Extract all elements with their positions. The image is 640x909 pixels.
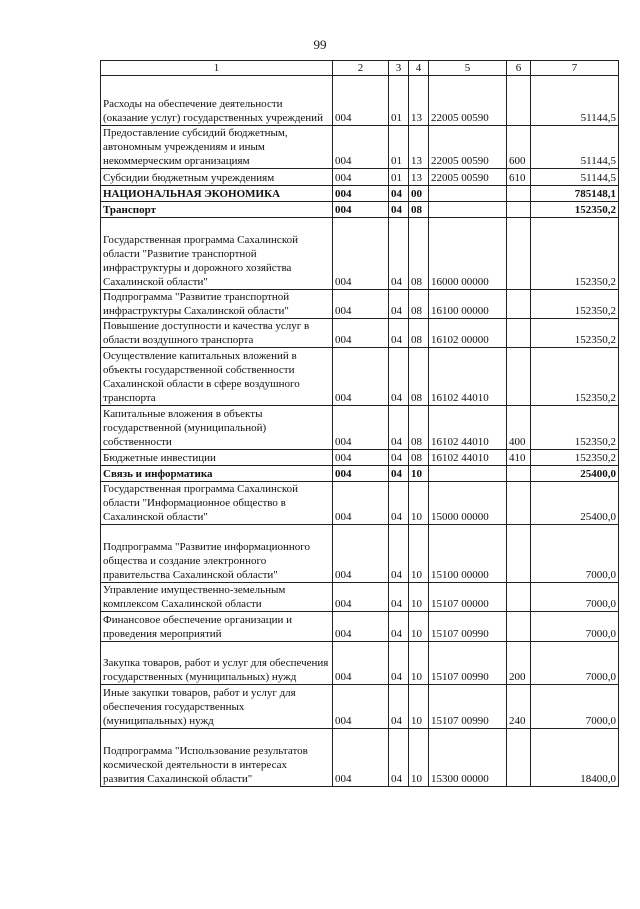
row-target-article: 22005 00590: [429, 169, 507, 186]
row-name: Расходы на обеспечение деятельности (оказание услуг) государственных учреждений: [101, 76, 333, 126]
row-section: 04: [389, 642, 409, 685]
row-section: 04: [389, 218, 409, 290]
row-section: 04: [389, 406, 409, 450]
row-target-article: 15000 00000: [429, 482, 507, 525]
row-target-article: [429, 202, 507, 218]
row-expense-type: 240: [507, 685, 531, 729]
row-expense-type: 200: [507, 642, 531, 685]
row-amount: 152350,2: [531, 290, 619, 319]
row-name: Закупка товаров, работ и услуг для обеспечения государственных (муниципальных) нужд: [101, 642, 333, 685]
row-subsection: 10: [409, 466, 429, 482]
row-section: 04: [389, 319, 409, 348]
row-name: Предоставление субсидий бюджетным, автономным учреждениям и иным некоммерческим организациям: [101, 126, 333, 169]
row-amount: 18400,0: [531, 729, 619, 787]
row-target-article: 15107 00990: [429, 685, 507, 729]
row-amount: 152350,2: [531, 406, 619, 450]
row-name: Капитальные вложения в объекты государственной (муниципальной) собственности: [101, 406, 333, 450]
row-admin-code: 004: [333, 466, 389, 482]
row-amount: 152350,2: [531, 218, 619, 290]
table-row: [101, 202, 619, 218]
row-subsection: 10: [409, 525, 429, 583]
row-subsection: 10: [409, 685, 429, 729]
row-name: Транспорт: [101, 202, 333, 218]
row-name: Осуществление капитальных вложений в объекты государственной собственности Сахалинской области в сфере воздушного транспорта: [101, 348, 333, 406]
row-expense-type: [507, 466, 531, 482]
header-cell: 4: [409, 61, 429, 76]
row-section: 04: [389, 583, 409, 612]
row-admin-code: 004: [333, 450, 389, 466]
row-name: Субсидии бюджетным учреждениям: [101, 169, 333, 186]
row-section: 01: [389, 76, 409, 126]
row-subsection: 13: [409, 169, 429, 186]
row-expense-type: [507, 218, 531, 290]
row-target-article: 15107 00990: [429, 612, 507, 642]
row-admin-code: 004: [333, 169, 389, 186]
row-expense-type: 610: [507, 169, 531, 186]
table-row: [101, 186, 619, 202]
table-row: [101, 685, 619, 729]
row-section: 04: [389, 482, 409, 525]
row-expense-type: [507, 202, 531, 218]
row-subsection: 13: [409, 126, 429, 169]
row-admin-code: 004: [333, 406, 389, 450]
row-section: 04: [389, 685, 409, 729]
header-row: [101, 61, 619, 76]
row-admin-code: 004: [333, 583, 389, 612]
row-expense-type: [507, 319, 531, 348]
table-row: [101, 729, 619, 787]
row-name: Подпрограмма "Развитие транспортной инфраструктуры Сахалинской области": [101, 290, 333, 319]
row-expense-type: 410: [507, 450, 531, 466]
header-cell: 7: [531, 61, 619, 76]
row-expense-type: [507, 186, 531, 202]
row-expense-type: [507, 525, 531, 583]
row-target-article: 15300 00000: [429, 729, 507, 787]
row-subsection: 08: [409, 319, 429, 348]
row-subsection: 00: [409, 186, 429, 202]
table-row: [101, 612, 619, 642]
row-target-article: 15107 00990: [429, 642, 507, 685]
row-amount: 152350,2: [531, 450, 619, 466]
row-amount: 51144,5: [531, 126, 619, 169]
row-amount: 25400,0: [531, 482, 619, 525]
row-subsection: 10: [409, 583, 429, 612]
row-name: Иные закупки товаров, работ и услуг для обеспечения государственных (муниципальных) нужд: [101, 685, 333, 729]
row-admin-code: 004: [333, 482, 389, 525]
row-name: Управление имущественно-земельным комплексом Сахалинской области: [101, 583, 333, 612]
row-subsection: 10: [409, 642, 429, 685]
table-row: [101, 466, 619, 482]
row-admin-code: 004: [333, 290, 389, 319]
row-section: 04: [389, 186, 409, 202]
page-number: 99: [313, 37, 327, 52]
table-row: [101, 76, 619, 126]
row-target-article: 16102 00000: [429, 319, 507, 348]
table-row: [101, 169, 619, 186]
row-section: 01: [389, 126, 409, 169]
row-admin-code: 004: [333, 348, 389, 406]
row-amount: 7000,0: [531, 525, 619, 583]
table-row: [101, 319, 619, 348]
budget-table: [100, 60, 619, 787]
row-target-article: 22005 00590: [429, 76, 507, 126]
row-admin-code: 004: [333, 729, 389, 787]
table-row: [101, 406, 619, 450]
row-amount: 7000,0: [531, 612, 619, 642]
row-subsection: 08: [409, 202, 429, 218]
row-section: 04: [389, 612, 409, 642]
row-name: Государственная программа Сахалинской области "Информационное общество в Сахалинской области": [101, 482, 333, 525]
row-amount: 7000,0: [531, 642, 619, 685]
row-expense-type: [507, 348, 531, 406]
row-target-article: 16102 44010: [429, 348, 507, 406]
row-admin-code: 004: [333, 76, 389, 126]
row-name: Финансовое обеспечение организации и проведения мероприятий: [101, 612, 333, 642]
row-subsection: 08: [409, 406, 429, 450]
row-admin-code: 004: [333, 319, 389, 348]
table-row: [101, 290, 619, 319]
row-target-article: 16000 00000: [429, 218, 507, 290]
row-subsection: 08: [409, 348, 429, 406]
row-amount: 152350,2: [531, 348, 619, 406]
row-expense-type: [507, 612, 531, 642]
row-section: 04: [389, 348, 409, 406]
row-admin-code: 004: [333, 612, 389, 642]
header-cell: 5: [429, 61, 507, 76]
row-amount: 7000,0: [531, 685, 619, 729]
row-amount: 152350,2: [531, 202, 619, 218]
header-cell: 6: [507, 61, 531, 76]
table-row: [101, 348, 619, 406]
row-section: 04: [389, 450, 409, 466]
row-section: 04: [389, 525, 409, 583]
row-admin-code: 004: [333, 642, 389, 685]
row-name: Повышение доступности и качества услуг в области воздушного транспорта: [101, 319, 333, 348]
row-expense-type: [507, 583, 531, 612]
row-subsection: 13: [409, 76, 429, 126]
row-amount: 25400,0: [531, 466, 619, 482]
row-expense-type: 400: [507, 406, 531, 450]
row-admin-code: 004: [333, 186, 389, 202]
row-target-article: 15107 00000: [429, 583, 507, 612]
row-section: 04: [389, 290, 409, 319]
row-amount: 51144,5: [531, 76, 619, 126]
row-admin-code: 004: [333, 202, 389, 218]
row-amount: 785148,1: [531, 186, 619, 202]
row-name: Подпрограмма "Развитие информационного общества и создание электронного правительства Сахалинской области": [101, 525, 333, 583]
row-target-article: [429, 466, 507, 482]
row-amount: 7000,0: [531, 583, 619, 612]
row-name: Связь и информатика: [101, 466, 333, 482]
row-admin-code: 004: [333, 126, 389, 169]
header-cell: 3: [389, 61, 409, 76]
row-target-article: [429, 186, 507, 202]
header-cell: 2: [333, 61, 389, 76]
row-target-article: 16102 44010: [429, 406, 507, 450]
row-expense-type: [507, 482, 531, 525]
row-admin-code: 004: [333, 685, 389, 729]
row-subsection: 08: [409, 290, 429, 319]
row-name: Государственная программа Сахалинской области "Развитие транспортной инфраструктуры и дорожного хозяйства Сахалинской области": [101, 218, 333, 290]
row-admin-code: 004: [333, 525, 389, 583]
row-amount: 152350,2: [531, 319, 619, 348]
table-row: [101, 583, 619, 612]
row-section: 04: [389, 466, 409, 482]
row-target-article: 16102 44010: [429, 450, 507, 466]
table-row: [101, 525, 619, 583]
row-admin-code: 004: [333, 218, 389, 290]
row-target-article: 22005 00590: [429, 126, 507, 169]
row-subsection: 10: [409, 729, 429, 787]
table-row: [101, 642, 619, 685]
table-row: [101, 450, 619, 466]
row-section: 04: [389, 202, 409, 218]
row-subsection: 08: [409, 450, 429, 466]
row-expense-type: [507, 76, 531, 126]
row-target-article: 15100 00000: [429, 525, 507, 583]
row-section: 04: [389, 729, 409, 787]
row-target-article: 16100 00000: [429, 290, 507, 319]
row-subsection: 10: [409, 612, 429, 642]
row-expense-type: [507, 290, 531, 319]
row-section: 01: [389, 169, 409, 186]
row-name: Подпрограмма "Использование результатов космической деятельности в интересах развития Сахалинской области": [101, 729, 333, 787]
row-expense-type: [507, 729, 531, 787]
table-row: [101, 218, 619, 290]
row-name: Бюджетные инвестиции: [101, 450, 333, 466]
row-amount: 51144,5: [531, 169, 619, 186]
row-subsection: 10: [409, 482, 429, 525]
row-name: НАЦИОНАЛЬНАЯ ЭКОНОМИКА: [101, 186, 333, 202]
table-row: [101, 482, 619, 525]
table-row: [101, 126, 619, 169]
row-expense-type: 600: [507, 126, 531, 169]
row-subsection: 08: [409, 218, 429, 290]
header-cell: 1: [101, 61, 333, 76]
